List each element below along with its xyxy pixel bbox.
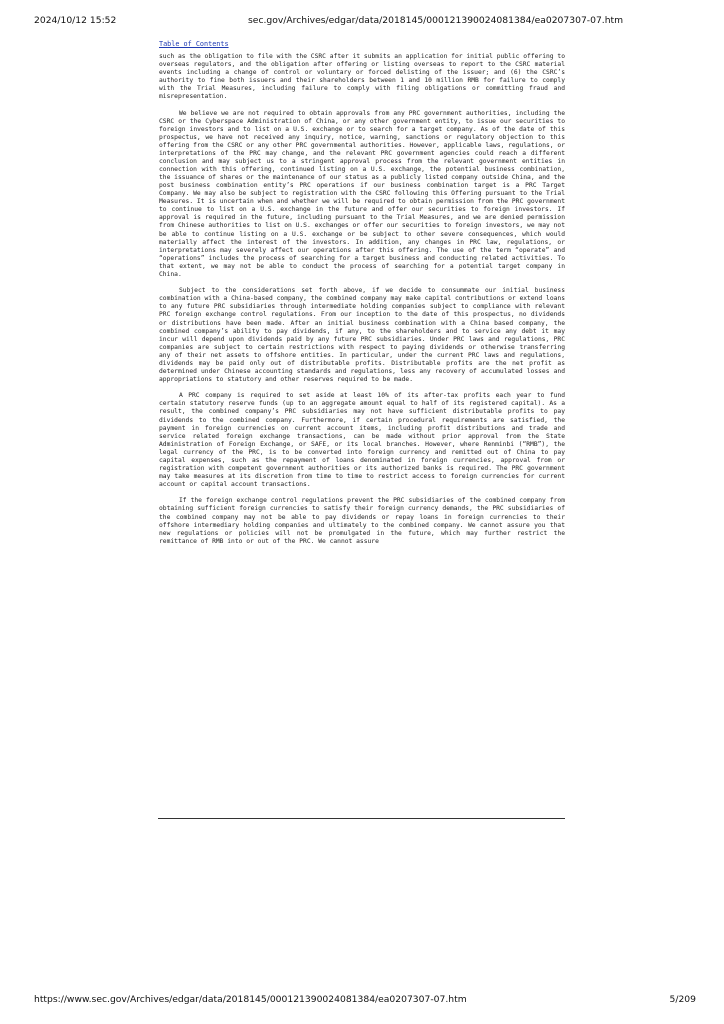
page-number: 5/209	[669, 994, 696, 1005]
print-header-url: sec.gov/Archives/edgar/data/2018145/000121390024081384/ea0207307-07.htm	[248, 15, 624, 26]
page-divider	[158, 818, 565, 819]
paragraph-business-combination: Subject to the considerations set forth above, if we decide to consummate our initial business combination with a China-based company, the combined company may make capital contributions or extend loans to any future PRC subsidiaries through intermediate holding companies subject to compliance with relevant PRC foreign exchange control regulations. From our inception to the date of this prospectus, no dividends or distributions have been made. After an initial business combination with a China based company, the combined company’s ability to pay dividends, if any, to the shareholders and to service any debt it may incur will depend upon dividends paid by any future PRC subsidiaries. Under PRC laws and regulations, PRC companies are subject to certain restrictions with respect to paying dividends or otherwise transferring any of their net assets to offshore entities. In particular, under the current PRC laws and regulations, dividends may be paid only out of distributable profits. Distributable profits are the net profit as determined under Chinese accounting standards and regulations, less any recovery of accumulated losses and appropriations to statutory and other reserves required to be made.	[159, 287, 565, 383]
paragraph-approvals: We believe we are not required to obtain approvals from any PRC government authorities, including the CSRC or the Cyberspace Administration of China, or any other government entity, to issue our securities to foreign investors and to list on a U.S. exchange or to search for a target company. As of the date of this prospectus, we have not received any inquiry, notice, warning, sanctions or regulatory objection to this offering from the CSRC or any other PRC governmental authorities. However, applicable laws, regulations, or interpretations of the PRC may change, and the relevant PRC government agencies could reach a different conclusion and may subject us to a stringent approval process from the relevant government entities in connection with this offering, continued listing on a U.S. exchange, the potential business combination, the issuance of shares or the maintenance of our status as a publicly listed company outside China, and the post business combination entity’s PRC operations if our business combination target is a PRC Target Company. We may also be subject to registration with the CSRC following this Offering pursuant to the Trial Measures. It is uncertain when and whether we will be required to obtain permission from the PRC government to continue to list on a U.S. exchange in the future and offer our securities to foreign investors. If approval is required in the future, including pursuant to the Trial Measures, and we are denied permission from Chinese authorities to list on U.S. exchanges or offer our securities to foreign investors, we may not be able to continue listing on a U.S. exchange or be subject to other severe consequences, which would materially affect the interest of the investors. In addition, any changes in PRC law, regulations, or interpretations may severely affect our operations after this offering. The use of the term “operate” and “operations” includes the process of searching for a target business and conducting related activities. To that extent, we may not be able to conduct the process of searching for a potential target company in China.	[159, 109, 565, 278]
print-footer-url: https://www.sec.gov/Archives/edgar/data/2018145/000121390024081384/ea0207307-07.htm	[34, 994, 467, 1005]
table-of-contents-link[interactable]: Table of Contents	[159, 40, 229, 48]
paragraph-statutory-reserve: A PRC company is required to set aside at least 10% of its after-tax profits each year to fund certain statutory reserve funds (up to an aggregate amount equal to half of its registered capital). As a result, the combined company’s PRC subsidiaries may not have sufficient distributable profits to pay dividends to the combined company. Furthermore, if certain procedural requirements are satisfied, the payment in foreign currencies on current account items, including profit distributions and trade and service related foreign exchange transactions, can be made without prior approval from the State Administration of Foreign Exchange, or SAFE, or its local branches. However, where Renminbi (“RMB”), the legal currency of the PRC, is to be converted into foreign currency and remitted out of China to pay capital expenses, such as the repayment of loans denominated in foreign currencies, approval from or registration with competent government authorities or its authorized banks is required. The PRC government may take measures at its discretion from time to time to restrict access to foreign currencies for current account or capital account transactions.	[159, 392, 565, 488]
document-body	[159, 40, 565, 554]
paragraph-continuation: such as the obligation to file with the CSRC after it submits an application for initial public offering to overseas regulators, and the obligation after offering or listing overseas to report to the CSRC material events including a change of control or voluntary or forced delisting of the issuer; and (6) the CSRC’s authority to fine both issuers and their shareholders between 1 and 10 million RMB for failure to comply with the Trial Measures, including failure to comply with filing obligations or committing fraud and misrepresentation.	[159, 53, 565, 101]
print-datetime: 2024/10/12 15:52	[34, 15, 117, 26]
paragraph-foreign-exchange: If the foreign exchange control regulations prevent the PRC subsidiaries of the combined company from obtaining sufficient foreign currencies to satisfy their foreign currency demands, the PRC subsidiaries of the combined company may not be able to pay dividends or repay loans in foreign currencies to their offshore intermediary holding companies and ultimately to the combined company. We cannot assure you that new regulations or policies will not be promulgated in the future, which may further restrict the remittance of RMB into or out of the PRC. We cannot assure	[159, 497, 565, 545]
